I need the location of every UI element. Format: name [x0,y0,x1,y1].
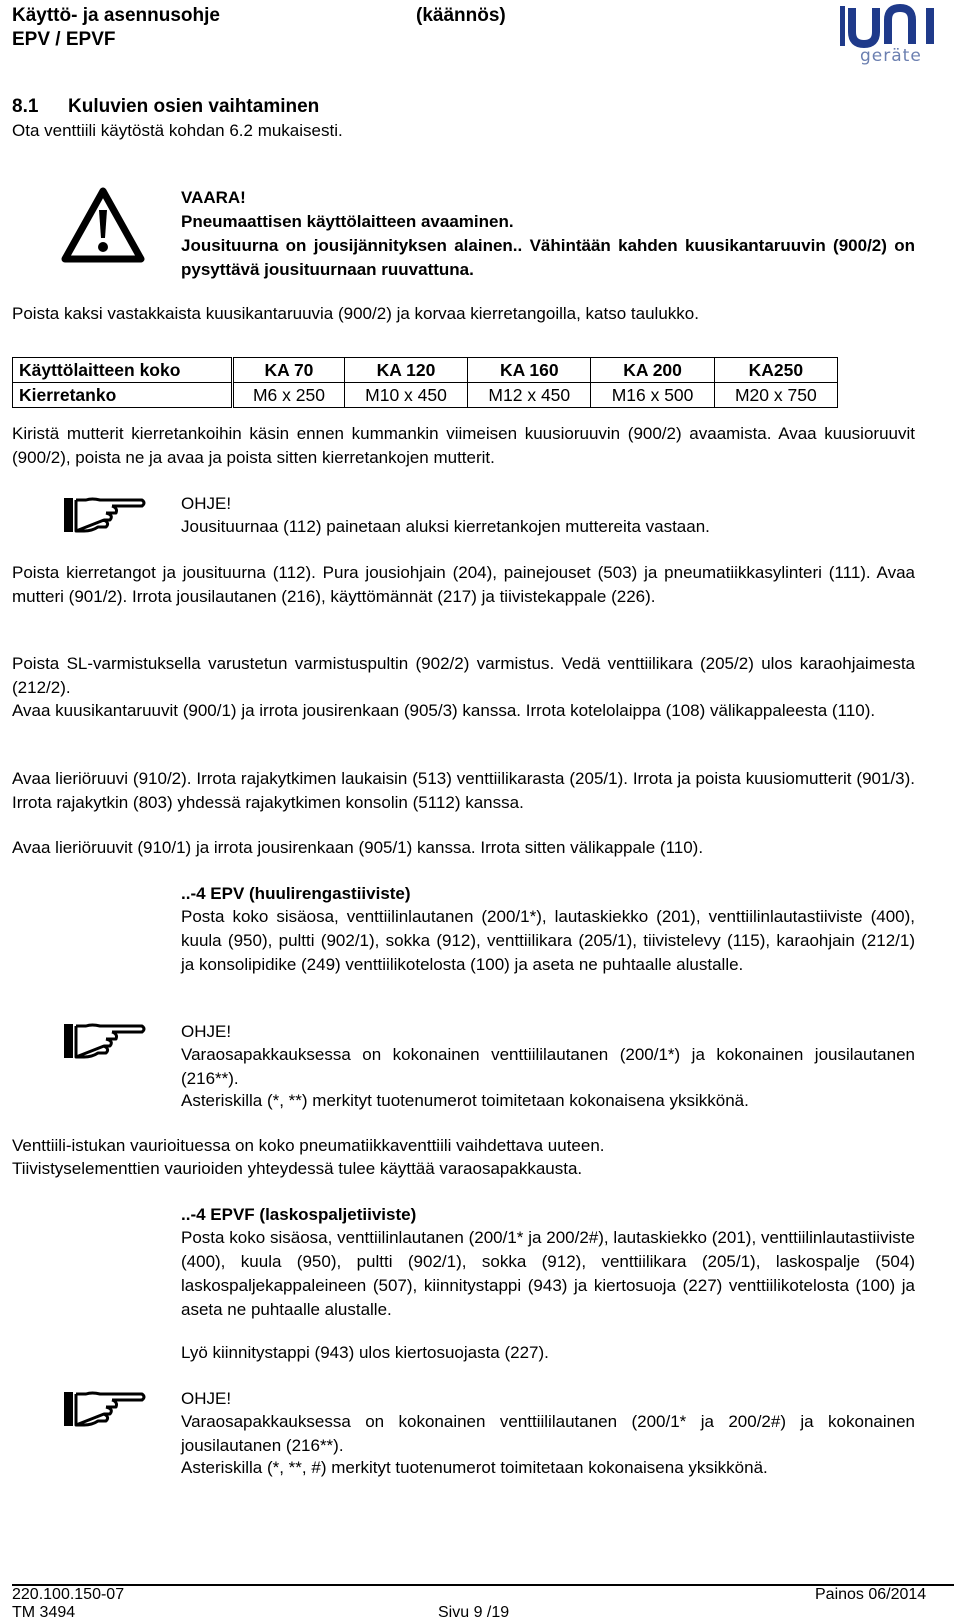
warning-line1: Pneumaattisen käyttölaitteen avaaminen. [181,212,514,231]
table-header-cell: KA 200 [591,358,714,383]
footer-divider [12,1584,954,1586]
table-header-cell: Käyttölaitteen koko [13,358,233,383]
table-row [13,383,838,408]
doc-title: Käyttö- ja asennusohje [12,5,220,26]
pointing-hand-icon [62,1388,146,1437]
table-header-row [13,358,838,383]
paragraph-remove-two: Poista kaksi vastakkaista kuusikantaruuvia (900/2) ja korvaa kierretangoilla, katso taulukko. [12,304,699,323]
note2-title: OHJE! [181,1022,232,1041]
paragraph-seat: Venttiili-istukan vaurioituessa on koko pneumatiikkaventtiili vaihdettava uuteen. [12,1136,605,1155]
pointing-hand-icon [62,494,146,543]
translation-note: (käännös) [416,5,506,26]
paragraph-cyl-screws2: Avaa lieriöruuvit (910/1) ja irrota jousirenkaan (905/1) kanssa. Irrota sitten välikappale (110). [12,838,704,857]
table-cell: M12 x 450 [468,383,591,408]
table-header-cell: KA 120 [344,358,467,383]
note1-title: OHJE! [181,494,232,513]
uni-logo [830,0,956,72]
pointing-hand-icon [62,1020,146,1069]
epv-text: Posta koko sisäosa, venttiilinlautanen (200/1*), lautaskiekko (201), venttiilinlautastiiviste (400), kuula (950), pultti (902/1), sokka (912), venttiilikara (205/1), tiivistelevy (115), karaohjain (212/1) ja konsolipidike (249) venttiilikotelosta (100) ja aseta ne puhtaalle alustalle. [181,907,915,974]
table-cell: M16 x 500 [591,383,714,408]
paragraph-remove-rods: Poista kierretangot ja jousituurna (112). Pura jousiohjain (204), painejouset (503) ja pneumatiikkasylinteri (111). Avaa mutteri (901/2). Irrota jousilautanen (216), käyttömännät (217) ja tiivistekappale (226). [12,563,915,606]
epv-title: ..-4 EPV (huulirengastiiviste) [181,884,411,903]
warning-triangle-icon [60,186,146,264]
section-number: 8.1 [12,96,39,117]
note1-text: Jousituurnaa (112) painetaan aluksi kierretankojen muttereita vastaan. [181,517,710,536]
doc-subtitle: EPV / EPVF [12,29,116,50]
table-header-cell: KA 70 [233,358,345,383]
epvf-title: ..-4 EPVF (laskospaljetiiviste) [181,1205,417,1224]
table-cell: M6 x 250 [233,383,345,408]
paragraph-tighten: Kiristä mutterit kierretankoihin käsin ennen kummankin viimeisen kuusioruuvin (900/2) avaamista. Avaa kuusioruuvit (900/2), poista ne ja avaa ja poista sitten kierretankojen mutterit. [12,424,915,467]
logo-subtext: geräte [860,46,922,66]
table-cell: M10 x 450 [344,383,467,408]
section-intro: Ota venttiili käytöstä kohdan 6.2 mukaisesti. [12,121,343,140]
footer-page: Sivu 9 /19 [438,1604,510,1621]
paragraph-sl-pin: Poista SL-varmistuksella varustetun varmistuspultin (902/2) varmistus. Vedä venttiilikara (205/2) ulos karaohjaimesta (212/2). [12,654,915,697]
footer-edition: Painos 06/2014 [815,1586,927,1603]
warning-title: VAARA! [181,188,246,207]
note3-text: Varaosapakkauksessa on kokonainen venttiililautanen (200/1* ja 200/2#) ja kokonainen jousilautanen (216**). [181,1412,915,1455]
spec-table [12,357,838,408]
paragraph-seal: Tiivistyselementtien vaurioiden yhteydessä tulee käyttää varaosapakkausta. [12,1159,583,1178]
paragraph-cyl-screw: Avaa lieriöruuvi (910/2). Irrota rajakytkimen laukaisin (513) venttiilikarasta (205/1). Irrota ja poista kuusiomutterit (901/3). Irrota rajakytkin (803) yhdessä rajakytkimen konsolin (5112) kanssa. [12,769,915,812]
note2-asterisk: Asteriskilla (*, **) merkityt tuotenumerot toimitetaan kokonaisena yksikkönä. [181,1091,749,1110]
epvf-text: Posta koko sisäosa, venttiilinlautanen (200/1* ja 200/2#), lautaskiekko (201), venttiilinlautastiiviste (400), kuula (950), pultti (902/1), sokka (912), venttiilikara (205/1), laskospalje (504) laskospaljekappaleineen (507), kiinnitystappi (943) ja kiertosuoja (227) venttiilikotelosta (100) ja aseta ne puhtaalle alustalle. [181,1228,915,1319]
table-header-cell: KA 160 [468,358,591,383]
epvf-pin: Lyö kiinnitystappi (943) ulos kiertosuojasta (227). [181,1343,549,1362]
section-title: Kuluvien osien vaihtaminen [68,96,320,117]
table-header-cell: KA250 [714,358,837,383]
note3-asterisk: Asteriskilla (*, **, #) merkityt tuotenumerot toimitetaan kokonaisena yksikkönä. [181,1458,768,1477]
footer-tm: TM 3494 [12,1604,76,1621]
warning-line2: Jousituurna on jousijännityksen alainen.. Vähintään kahden kuusikantaruuvin (900/2) on pysyttävä jousituurnaan ruuvattuna. [181,236,915,279]
footer-doc-number: 220.100.150-07 [12,1586,125,1603]
note2-text: Varaosapakkauksessa on kokonainen venttiililautanen (200/1*) ja kokonainen jousilautanen (216**). [181,1045,915,1088]
table-cell: M20 x 750 [714,383,837,408]
table-cell: Kierretanko [13,383,233,408]
paragraph-hex-screws: Avaa kuusikantaruuvit (900/1) ja irrota jousirenkaan (905/3) kanssa. Irrota kotelolaippa (108) välikappaleesta (110). [12,701,876,720]
note3-title: OHJE! [181,1389,232,1408]
